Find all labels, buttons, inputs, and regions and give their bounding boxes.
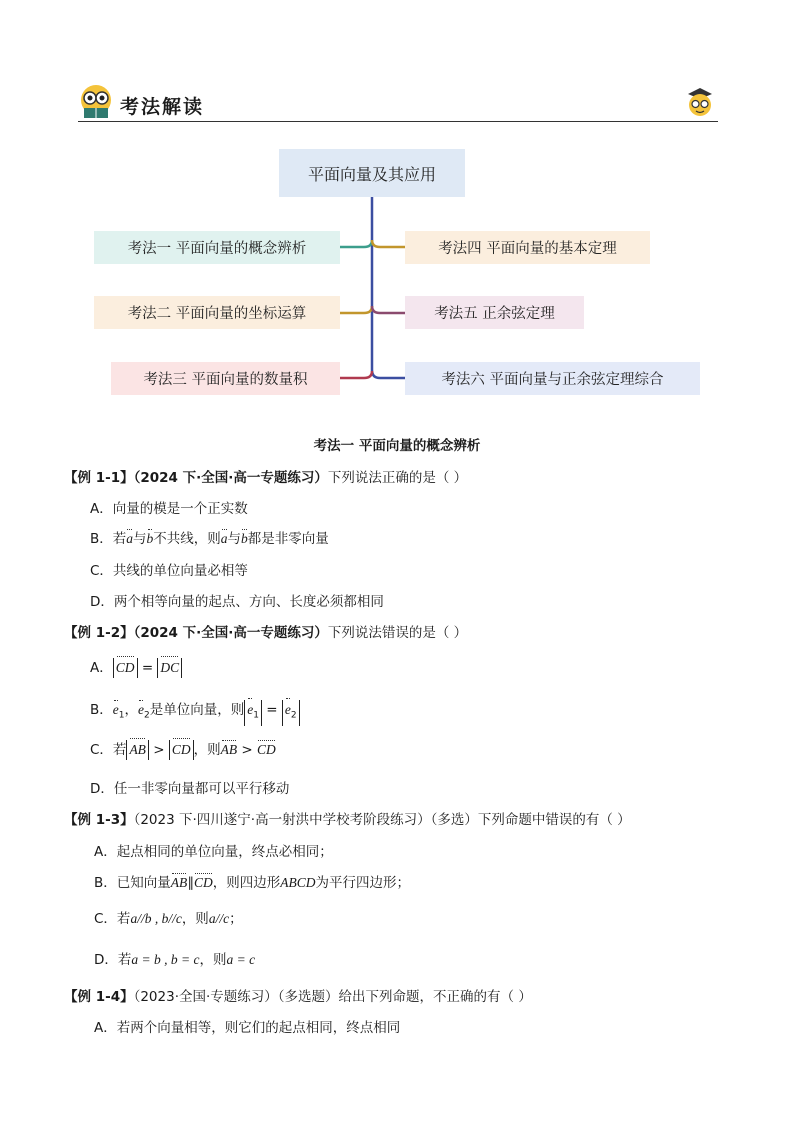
example-label: 【例 1-1】 — [64, 470, 134, 486]
option-a: A． CD = DC — [90, 656, 182, 678]
example-source: （2023·全国·专题练习）（多选题） — [133, 989, 339, 1005]
option-c: C．若 AB > CD ，则AB > CD — [90, 742, 276, 758]
quadrilateral-name: ABCD — [280, 875, 316, 890]
vector-cd: CD — [194, 875, 213, 890]
mindmap-node-2: 考法二 平面向量的坐标运算 — [94, 296, 340, 329]
vector-cd: CD — [116, 658, 135, 678]
vector-ab: AB — [220, 742, 238, 757]
vector-a: a — [220, 531, 228, 546]
mindmap-connectors — [0, 0, 794, 420]
example-question: 给出下列命题，不正确的有（ ） — [338, 989, 532, 1005]
mindmap-node-6: 考法六 平面向量与正余弦定理综合 — [405, 362, 700, 395]
vector-cd: CD — [172, 740, 191, 760]
vector-cd: CD — [257, 742, 276, 757]
example-1-2-stem — [64, 621, 467, 641]
option-d: D．任一非零向量都可以平行移动 — [90, 781, 290, 797]
example-1-3-stem — [64, 808, 631, 828]
option-a: A．若两个向量相等，则它们的起点相同，终点相同 — [94, 1020, 401, 1036]
mindmap-node-4: 考法四 平面向量的基本定理 — [405, 231, 650, 264]
mindmap-node-1: 考法一 平面向量的概念辨析 — [94, 231, 340, 264]
vector-a: a — [126, 531, 134, 546]
option-d: D．两个相等向量的起点、方向、长度必须都相同 — [90, 594, 384, 610]
option-b: B．若a与b不共线，则a与b都是非零向量 — [90, 531, 329, 547]
example-question: 下列说法正确的是（ ） — [327, 470, 468, 486]
option-b: B．$e_1$，$e_2$是单位向量，则 $e_1 = e_2$ — [90, 698, 300, 726]
mindmap-node-5: 考法五 正余弦定理 — [405, 296, 584, 329]
mindmap-node-3: 考法三 平面向量的数量积 — [111, 362, 340, 395]
example-question: 下列命题中错误的有（ ） — [477, 812, 631, 828]
option-a: A．向量的模是一个正实数 — [90, 501, 248, 517]
option-d: D．若a = b , b = c，则a = c — [94, 952, 256, 968]
section-title: 考法一 平面向量的概念辨析 — [313, 438, 481, 454]
vector-e1: e — [112, 702, 119, 717]
vector-ab: AB — [170, 875, 188, 890]
option-a: A．起点相同的单位向量，终点必相同； — [94, 844, 333, 860]
option-c: C．若a//b , b//c，则a//c； — [94, 911, 243, 927]
mindmap-root: 平面向量及其应用 — [279, 149, 465, 197]
vector-b: b — [241, 531, 248, 546]
vector-dc: DC — [160, 658, 179, 678]
example-label: 【例 1-4】 — [64, 989, 134, 1005]
example-source: （2024 下·全国·高一专题练习） — [133, 625, 328, 641]
example-question: 下列说法错误的是（ ） — [327, 625, 468, 641]
example-source: （2024 下·全国·高一专题练习） — [133, 470, 328, 486]
example-source: （2023 下·四川遂宁·高一射洪中学校考阶段练习）（多选） — [133, 812, 478, 828]
option-b: B．已知向量AB∥CD，则四边形ABCD为平行四边形； — [94, 875, 411, 891]
header-title: 考法解读 — [120, 96, 205, 118]
example-label: 【例 1-2】 — [64, 625, 134, 641]
vector-ab: AB — [129, 740, 146, 760]
option-c: C．共线的单位向量必相等 — [90, 563, 248, 579]
vector-b: b — [146, 531, 154, 546]
example-1-1-stem — [64, 466, 467, 486]
example-label: 【例 1-3】 — [64, 812, 134, 828]
example-1-4-stem — [64, 985, 532, 1005]
vector-e2: e — [138, 702, 144, 717]
